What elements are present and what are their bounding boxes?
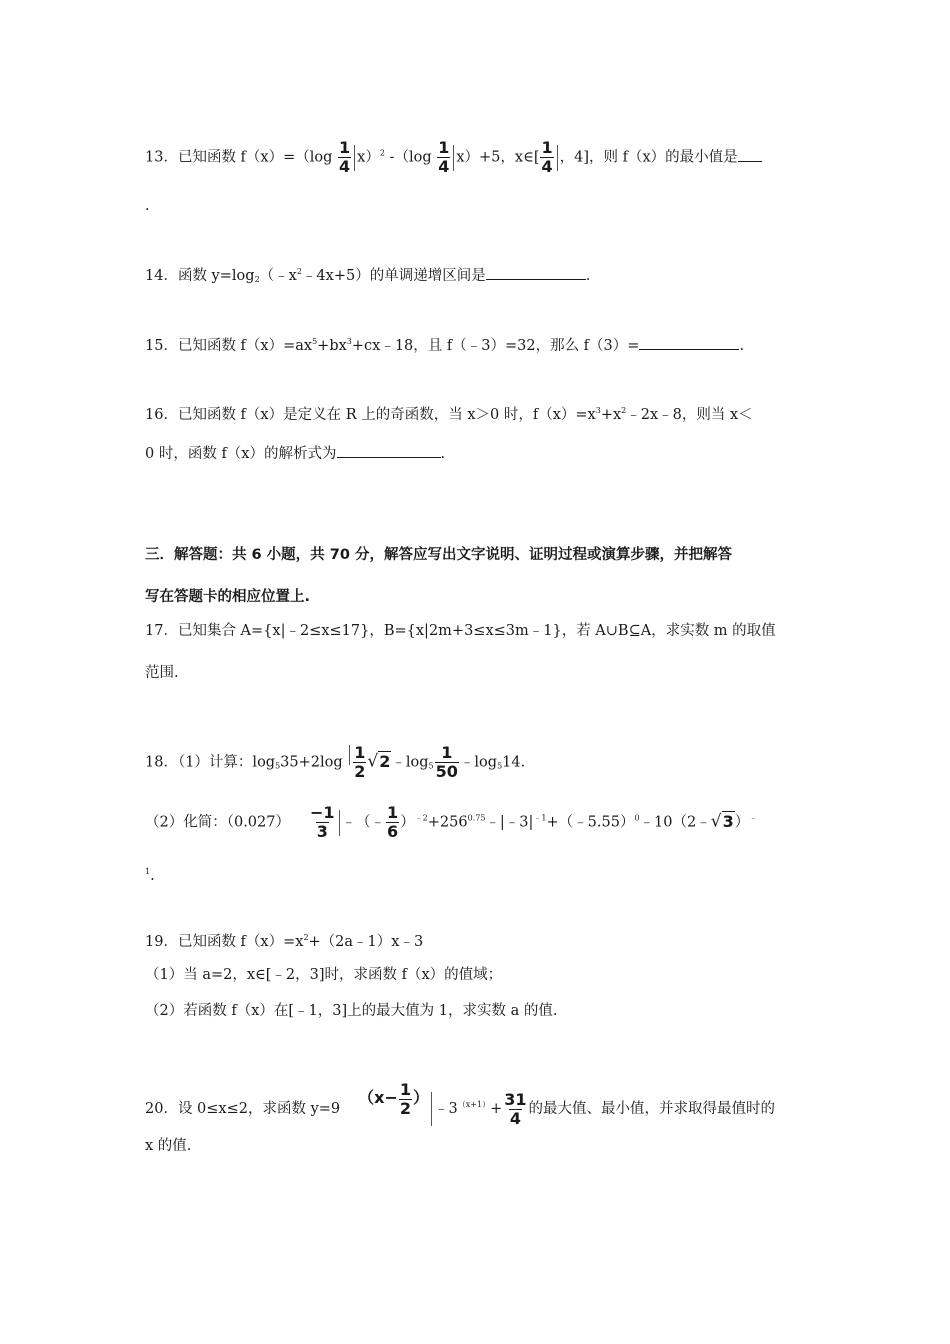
sqrt-symbol: √ [367, 751, 379, 772]
answer-blank-16 [337, 443, 441, 458]
frame-line [349, 745, 350, 765]
q13-line2: . [145, 198, 150, 214]
q14: 14．函数 $y=\log_2(﹣x^2﹣4x+5)$的单调递增区间是 . [145, 267, 591, 284]
fraction-one-quarter-2: $\frac{1}{4}$ [438, 138, 450, 176]
fraction-one-quarter: $\frac{1}{4}$ [339, 138, 351, 176]
q18-part1: 18．（1）计算：$\log_535+2\log$ $\frac{1}{2}$ $√2﹣\log_5$ $\frac{1}{50}$ $﹣\log_514$. [145, 743, 526, 781]
q20-line2: x 的值. [145, 1138, 192, 1154]
fraction-one-fiftieth: $\frac{1}{50}$ [435, 743, 458, 781]
frame-line [557, 145, 558, 171]
sqrt-symbol-2: √ [710, 811, 722, 832]
section-3-heading-line2: 写在答题卡的相应位置上. [145, 589, 311, 605]
q16-line1: 16．已知函数 f（x）是定义在 R 上的奇函数，当 x＞0 时，$f(x)=x^3+x^2﹣2x﹣8$，则当 x＜ [145, 406, 753, 423]
q15: 15．已知函数 $f(x)=ax^5+bx^3+cx﹣18$，且 f（﹣3）=32，那么 f（3）= . [145, 337, 745, 354]
q19-line3: （2）若函数 f（x）在[﹣1，3]上的最大值为 1，求实数 a 的值. [145, 1003, 558, 1019]
frame-line [431, 1092, 432, 1126]
fraction-one-half: $\frac{1}{2}$ [354, 743, 366, 781]
q20-line1: 20．设 0≤x≤2，求函数 y=9（x− $\frac{1}{2}$ ）$﹣3^{(x+1)}+$ $\frac{31}{4}$ 的最大值、最小值，并求取得最值时的 [145, 1080, 776, 1128]
fraction-one-quarter-3: $\frac{1}{4}$ [541, 138, 553, 176]
q17-line1: 17．已知集合 A={x|﹣2≤x≤17}，B={x|2m+3≤x≤3m﹣1}，若 A∪B⊆A，求实数 m 的取值 [145, 623, 776, 639]
q19-line2: （1）当 a=2，x∈[﹣2，3]时，求函数 f（x）的值域； [145, 967, 503, 983]
fraction-one-sixth: $\frac{1}{6}$ [387, 803, 399, 841]
frame-line [339, 810, 340, 836]
answer-blank-14 [486, 265, 586, 280]
q18-part2: （2）化简：（0.027） $\frac{-1}{3}$ ﹣（﹣ $\frac{1}{6}$ ）$^{﹣2}+256^{0.75}﹣|﹣3|^{﹣1}+(﹣5.55)^0﹣10(2﹣√3)^﹣$ [145, 803, 758, 841]
q18-part2-line2: $^1$. [145, 867, 155, 884]
q16-line2: 0 时，函数 f（x）的解析式为 . [145, 443, 445, 464]
frame-line [453, 145, 454, 171]
section-3-heading: 三．解答题：共 6 小题，共 70 分，解答应写出文字说明、证明过程或演算步骤，并把解答 [145, 547, 732, 563]
fraction-31-over-4: $\frac{31}{4}$ [504, 1089, 527, 1128]
frame-line [354, 145, 355, 171]
fraction-neg-one-third: $\frac{-1}{3}$ [310, 803, 335, 841]
answer-blank-13 [738, 147, 762, 162]
answer-blank-15 [639, 335, 739, 350]
q17-line2: 范围. [145, 665, 179, 681]
q13-line1: 13．已知函数 f（x）=（log $\frac{1}{4}$ x）$^2$ -（log $\frac{1}{4}$ x）+5，x∈[ $\frac{1}{4}$ ，4]，则 f（x）的最小值是 [145, 140, 762, 175]
q19-line1: 19．已知函数 $f(x)=x^2+(2a﹣1)x﹣3$ [145, 933, 424, 950]
fraction-one-half-2: $\frac{1}{2}$ [399, 1080, 412, 1118]
